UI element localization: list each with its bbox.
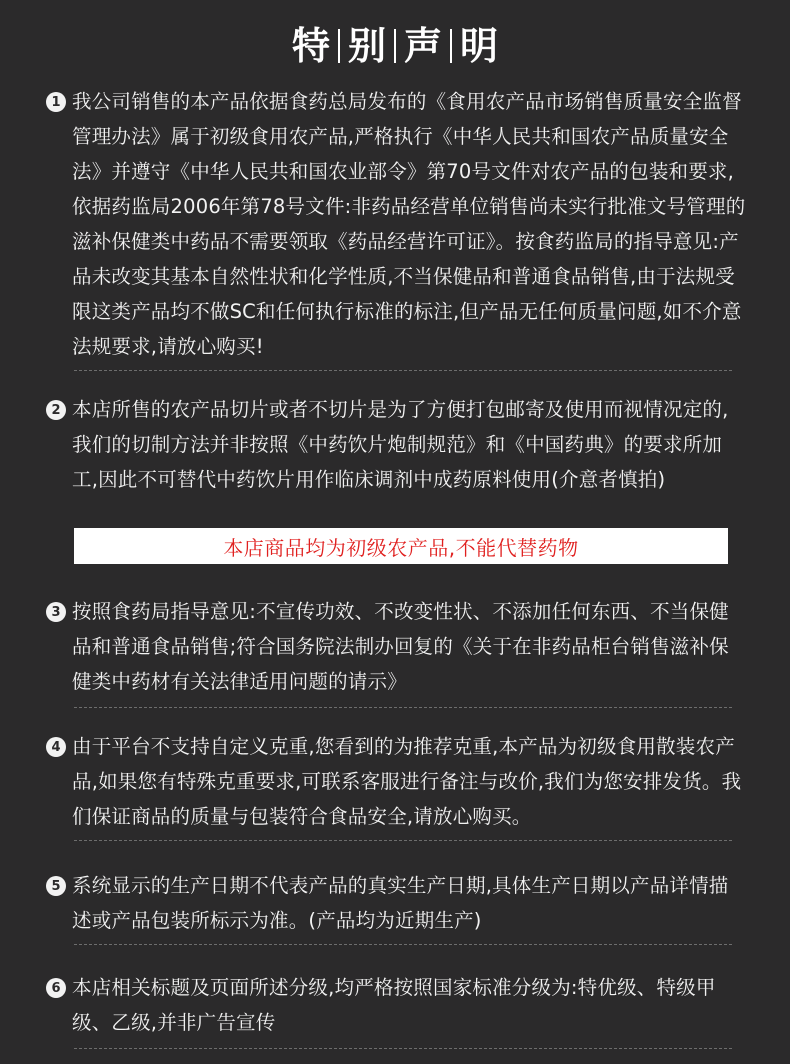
notice-text: 系统显示的生产日期不代表产品的真实生产日期,具体生产日期以产品详情描述或产品包装所标示为准。(产品均为近期生产) xyxy=(72,874,729,932)
dashed-divider xyxy=(74,944,732,945)
notice-6 xyxy=(46,970,746,1040)
notice-5 xyxy=(46,868,746,938)
highlight-text: 本店商品均为初级农产品,不能代替药物 xyxy=(223,535,579,560)
notice-text: 本店所售的农产品切片或者不切片是为了方便打包邮寄及使用而视情况定的,我们的切制方法并非按照《中药饮片炮制规范》和《中国药典》的要求所加工,因此不可替代中药饮片用作临床调剂中成药原料使用(介意者慎拍) xyxy=(72,398,729,491)
number-2-icon: 2 xyxy=(46,400,66,420)
notice-text: 我公司销售的本产品依据食药总局发布的《食用农产品市场销售质量安全监督管理办法》属于初级食用农产品,严格执行《中华人民共和国农产品质量安全法》并遵守《中华人民共和国农业部令》第70号文件对农产品的包装和要求,依据药监局2006年第78号文件:非药品经营单位销售尚未实行批准文号管理的滋补保健类中药品不需要领取《药品经营许可证》。按食药监局的指导意见:产品未改变其基本自然性状和化学性质,不当保健品和普通食品销售,由于法规受限这类产品均不做SC和任何执行标准的标注,但产品无任何质量问题,如不介意法规要求,请放心购买! xyxy=(72,90,746,358)
dashed-divider xyxy=(74,1048,732,1049)
title-separator xyxy=(394,29,396,63)
notice-1 xyxy=(46,84,746,364)
dashed-divider xyxy=(74,370,732,371)
number-1-icon: 1 xyxy=(46,92,66,112)
number-6-icon: 6 xyxy=(46,978,66,998)
title-separator xyxy=(450,29,452,63)
number-4-icon: 4 xyxy=(46,737,66,757)
dashed-divider xyxy=(74,840,732,841)
title-char: 声 xyxy=(404,24,443,68)
notice-2 xyxy=(46,392,746,497)
title-char: 别 xyxy=(347,24,386,68)
number-5-icon: 5 xyxy=(46,876,66,896)
notice-3 xyxy=(46,594,746,699)
number-3-icon: 3 xyxy=(46,602,66,622)
title-separator xyxy=(338,29,340,63)
notice-text: 按照食药局指导意见:不宣传功效、不改变性状、不添加任何东西、不当保健品和普通食品销售;符合国务院法制办回复的《关于在非药品柜台销售滋补保健类中药材有关法律适用问题的请示》 xyxy=(72,600,729,693)
dashed-divider xyxy=(74,707,732,708)
highlight-banner xyxy=(74,528,728,564)
notice-4 xyxy=(46,729,746,834)
page-title xyxy=(0,20,790,72)
title-char: 明 xyxy=(460,24,499,68)
title-char: 特 xyxy=(291,24,330,68)
notice-text: 由于平台不支持自定义克重,您看到的为推荐克重,本产品为初级食用散装农产品,如果您有特殊克重要求,可联系客服进行备注与改价,我们为您安排发货。我们保证商品的质量与包装符合食品安全,请放心购买。 xyxy=(72,735,742,828)
notice-text: 本店相关标题及页面所述分级,均严格按照国家标准分级为:特优级、特级甲级、乙级,并非广告宣传 xyxy=(72,976,716,1034)
